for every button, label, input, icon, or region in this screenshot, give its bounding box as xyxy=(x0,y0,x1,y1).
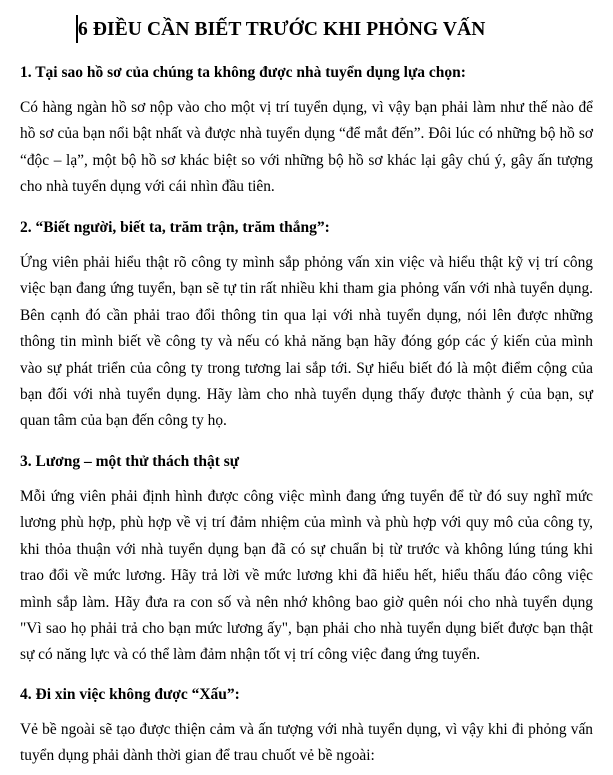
section-3-body: Mỗi ứng viên phải định hình được công việc mình đang ứng tuyển để từ đó suy nghĩ mức lương phù hợp, phù hợp về vị trí đảm nhiệm của mình và phù hợp với quy mô của công ty, khi thỏa thuận với nhà tuyển dụng bạn đã có sự chuẩn bị từ trước và không lúng túng khi trao đổi về mức lương. Hãy trả lời về mức lương khi đã hiểu hết, hiểu thấu đáo công việc mình sắp làm. Hãy đưa ra con số và nên nhớ không bao giờ quên nói cho nhà tuyển dụng "Vì sao họ phải trả cho bạn mức lương ấy", bạn phải cho nhà tuyển dụng biết được bạn thật sự có năng lực và có thể làm đảm nhận tốt vị trí công việc đang ứng tuyển. xyxy=(20,488,593,664)
section-1-body: Có hàng ngàn hồ sơ nộp vào cho một vị trí tuyển dụng, vì vậy bạn phải làm như thế nào để hồ sơ của bạn nổi bật nhất và được nhà tuyển dụng “để mắt đến”. Đôi lúc có những bộ hồ sơ “độc – lạ”, một bộ hồ sơ khác biệt so với những bộ hồ sơ khác lại gây chú ý, gây ấn tượng cho nhà tuyển dụng với cái nhìn đầu tiên. xyxy=(20,99,593,196)
section-2-heading: 2. “Biết người, biết ta, trăm trận, trăm thắng”: xyxy=(20,219,330,236)
document-title: 6 ĐIỀU CẦN BIẾT TRƯỚC KHI PHỎNG VẤN xyxy=(78,19,486,40)
section-4-heading: 4. Đi xin việc không được “Xấu”: xyxy=(20,686,240,703)
section-1-heading: 1. Tại sao hồ sơ của chúng ta không được nhà tuyển dụng lựa chọn: xyxy=(20,64,466,81)
section-3-heading: 3. Lương – một thử thách thật sự xyxy=(20,453,240,470)
section-2-body: Ứng viên phải hiểu thật rõ công ty mình sắp phỏng vấn xin việc và hiểu thật kỹ vị trí công việc bạn đang ứng tuyển, bạn sẽ tự tin rất nhiều khi tham gia phỏng vấn với nhà tuyển dụng. Bên cạnh đó cần phải trao đổi thông tin qua lại với nhà tuyển dụng, nói lên được những thông tin mình biết về công ty và nếu có khả năng bạn hãy đóng góp các ý kiến của mình vào sự phát triển của công ty trong tương lai sắp tới. Sự hiểu biết đó là một điểm cộng của bạn đối với nhà tuyển dụng. Hãy làm cho nhà tuyển dụng thấy được thành ý của bạn, sự quan tâm của bạn đến công ty họ. xyxy=(20,254,593,430)
section-4-body: Vẻ bề ngoài sẽ tạo được thiện cảm và ấn tượng với nhà tuyển dụng, vì vậy khi đi phỏng vấn tuyển dụng phải dành thời gian để trau chuốt vẻ bề ngoài: xyxy=(20,721,593,765)
